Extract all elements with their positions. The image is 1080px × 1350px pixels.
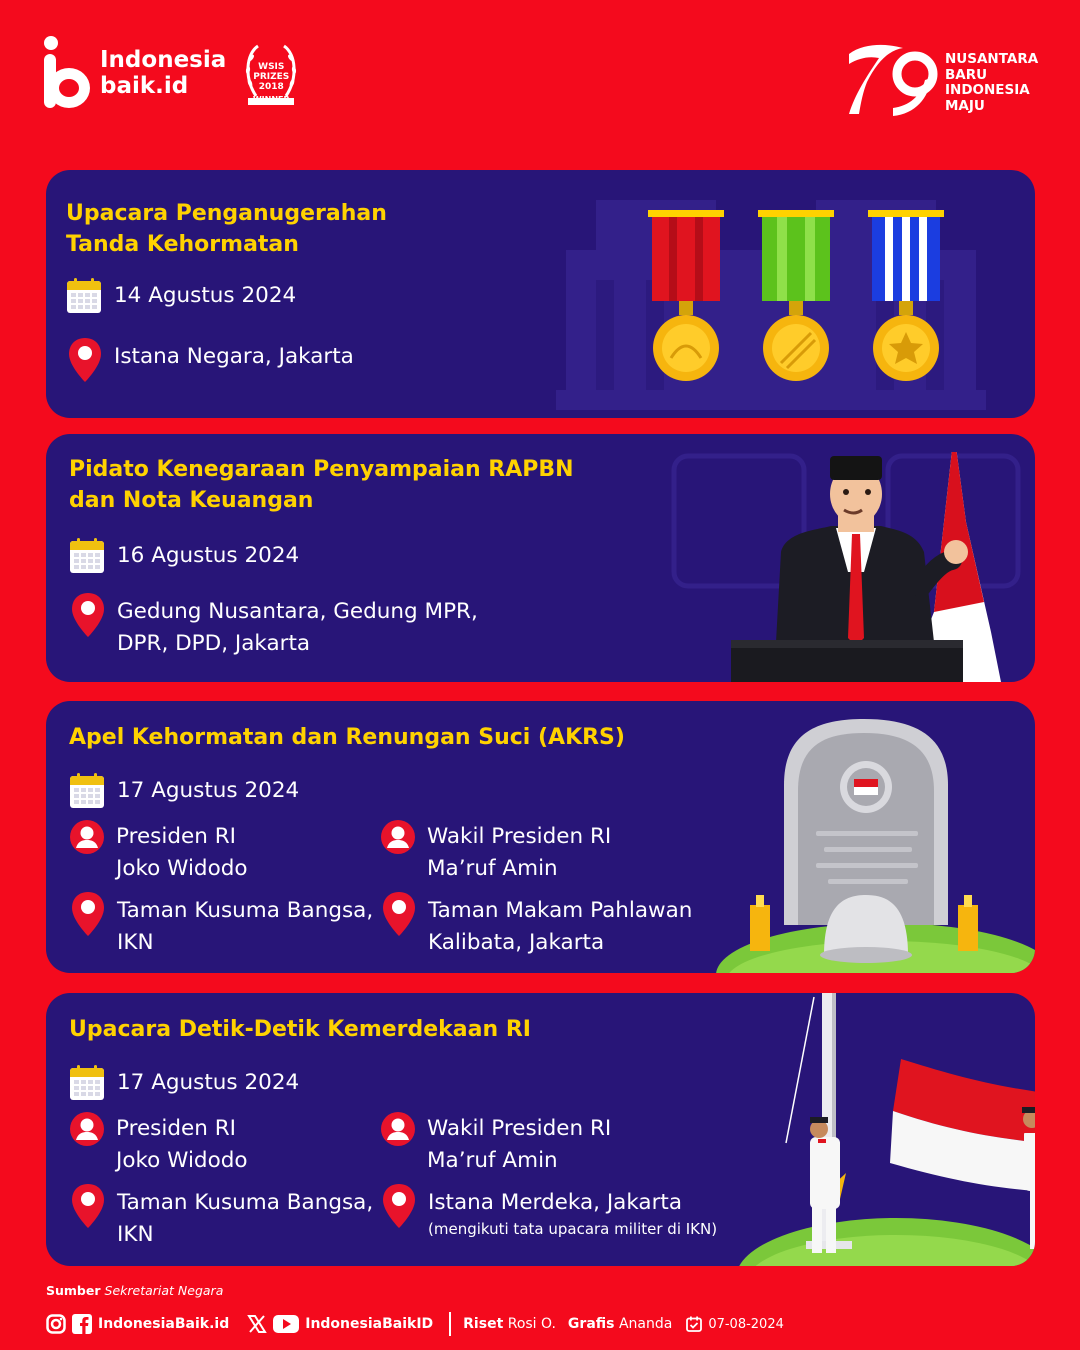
- memorial-tombstone-illustration: [714, 715, 1035, 973]
- attendee-name: Joko Widodo: [116, 1148, 248, 1173]
- medal-red-icon: [648, 210, 724, 381]
- person-icon: [70, 1112, 104, 1146]
- event-date: 14 Agustus 2024: [114, 283, 297, 308]
- calendar-icon: [69, 773, 105, 809]
- source-label: Sumber: [46, 1283, 101, 1298]
- event-title: [69, 454, 574, 516]
- grafis-name: Ananda: [618, 1316, 673, 1332]
- calendar-icon: [66, 278, 102, 314]
- footer-divider: [449, 1312, 451, 1336]
- event-date-row: [69, 775, 299, 809]
- tagline-line-4: MAJU: [945, 97, 985, 114]
- event-title-line-1: Pidato Kenegaraan Penyampaian RAPBN: [69, 457, 574, 482]
- calendar-icon: [69, 538, 105, 574]
- location-line-1: Taman Makam Pahlawan: [428, 898, 693, 923]
- flag-raising-illustration: [736, 993, 1035, 1266]
- hut-ri-79-logo-icon: [845, 40, 940, 120]
- facebook-icon[interactable]: [72, 1314, 92, 1334]
- event-title: Apel Kehormatan dan Renungan Suci (AKRS): [69, 725, 625, 750]
- medal-blue-icon: [868, 210, 944, 381]
- riset-name: Rosi O.: [507, 1316, 556, 1332]
- location-line-1: Taman Kusuma Bangsa,: [117, 1190, 374, 1215]
- attendee-role: Wakil Presiden RI: [427, 1116, 612, 1141]
- event-date-row: [69, 540, 299, 574]
- instagram-icon[interactable]: [46, 1314, 66, 1334]
- event-title-line-2: dan Nota Keuangan: [69, 488, 314, 513]
- attendee-role: Presiden RI: [116, 1116, 236, 1141]
- anniversary-tagline: [945, 52, 1038, 114]
- award-line-3: 2018: [258, 82, 284, 92]
- event-title: Upacara Detik-Detik Kemerdekaan RI: [69, 1017, 531, 1042]
- social-handle-2[interactable]: IndonesiaBaikID: [305, 1316, 434, 1332]
- location-pin-icon: [68, 337, 102, 383]
- tagline-line-2: BARU: [945, 66, 988, 83]
- event-location-line-2: DPR, DPD, Jakarta: [117, 631, 311, 656]
- location-note: (mengikuti tata upacara militer di IKN): [428, 1220, 718, 1238]
- riset-label: Riset: [463, 1316, 504, 1332]
- location-line-1: Istana Merdeka, Jakarta: [428, 1190, 683, 1215]
- event-location-row: [68, 341, 354, 383]
- event-date-row: [66, 280, 296, 314]
- event-card-state-speech: [46, 434, 1035, 682]
- location-vice-president: [382, 1187, 717, 1239]
- tagline-line-1: NUSANTARA: [945, 51, 1039, 67]
- medals-illustration: [641, 208, 951, 386]
- attendee-role: Wakil Presiden RI: [427, 824, 612, 849]
- brand-line-1: Indonesia: [100, 47, 227, 73]
- event-date: 17 Agustus 2024: [117, 1070, 300, 1095]
- location-line-1: Taman Kusuma Bangsa,: [117, 898, 374, 923]
- event-location: Istana Negara, Jakarta: [114, 344, 354, 369]
- event-card-award-ceremony: [46, 170, 1035, 418]
- person-icon: [381, 820, 415, 854]
- event-date: 16 Agustus 2024: [117, 543, 300, 568]
- source-credit: [46, 1283, 223, 1298]
- footer-bar: [46, 1310, 784, 1338]
- location-pin-icon: [71, 891, 105, 937]
- event-date: 17 Agustus 2024: [117, 778, 300, 803]
- event-title-line-1: Upacara Penganugerahan: [66, 201, 387, 226]
- award-line-2: PRIZES: [253, 72, 290, 82]
- event-location-line-1: Gedung Nusantara, Gedung MPR,: [117, 599, 478, 624]
- event-card-akrs: [46, 701, 1035, 973]
- tagline-line-3: INDONESIA: [945, 82, 1030, 98]
- attendee-name: Ma’ruf Amin: [427, 856, 558, 881]
- location-pin-icon: [71, 592, 105, 638]
- calendar-icon: [69, 1065, 105, 1101]
- indonesia-baik-logo-icon: [44, 36, 92, 110]
- attendee-name: Ma’ruf Amin: [427, 1148, 558, 1173]
- medal-green-icon: [758, 210, 834, 381]
- location-line-2: IKN: [117, 1222, 154, 1247]
- attendee-president: [70, 1113, 248, 1177]
- event-location-row: [71, 596, 478, 660]
- location-president: [71, 1187, 373, 1251]
- attendee-president: [70, 821, 248, 885]
- attendee-vice-president: [381, 821, 611, 885]
- brand-logo: [44, 36, 304, 110]
- event-card-independence-ceremony: [46, 993, 1035, 1266]
- attendee-vice-president: [381, 1113, 611, 1177]
- x-icon[interactable]: [247, 1314, 267, 1334]
- publish-date: 07-08-2024: [708, 1316, 784, 1332]
- event-title: [66, 198, 387, 260]
- award-line-1: WSIS: [258, 62, 285, 72]
- event-title-line-2: Tanda Kehormatan: [66, 232, 299, 257]
- calendar-check-icon: [686, 1316, 702, 1332]
- person-icon: [381, 1112, 415, 1146]
- location-vice-president: [382, 895, 692, 959]
- event-date-row: [69, 1067, 299, 1101]
- location-pin-icon: [71, 1183, 105, 1229]
- social-handle-1[interactable]: IndonesiaBaik.id: [98, 1316, 230, 1332]
- award-line-4: WINNER: [252, 95, 290, 104]
- source-value: Sekretariat Negara: [104, 1283, 224, 1298]
- location-president: [71, 895, 373, 959]
- location-pin-icon: [382, 1183, 416, 1229]
- location-line-2: IKN: [117, 930, 154, 955]
- person-icon: [70, 820, 104, 854]
- wsis-award-badge: [238, 38, 304, 108]
- event-location: [117, 596, 478, 660]
- brand-line-2: baik.id: [100, 73, 189, 99]
- attendee-name: Joko Widodo: [116, 856, 248, 881]
- brand-name: [100, 47, 226, 99]
- grafis-label: Grafis: [567, 1316, 615, 1332]
- location-line-2: Kalibata, Jakarta: [428, 930, 605, 955]
- state-speech-illustration: [666, 452, 1026, 682]
- location-pin-icon: [382, 891, 416, 937]
- youtube-icon[interactable]: [273, 1314, 299, 1334]
- attendee-role: Presiden RI: [116, 824, 236, 849]
